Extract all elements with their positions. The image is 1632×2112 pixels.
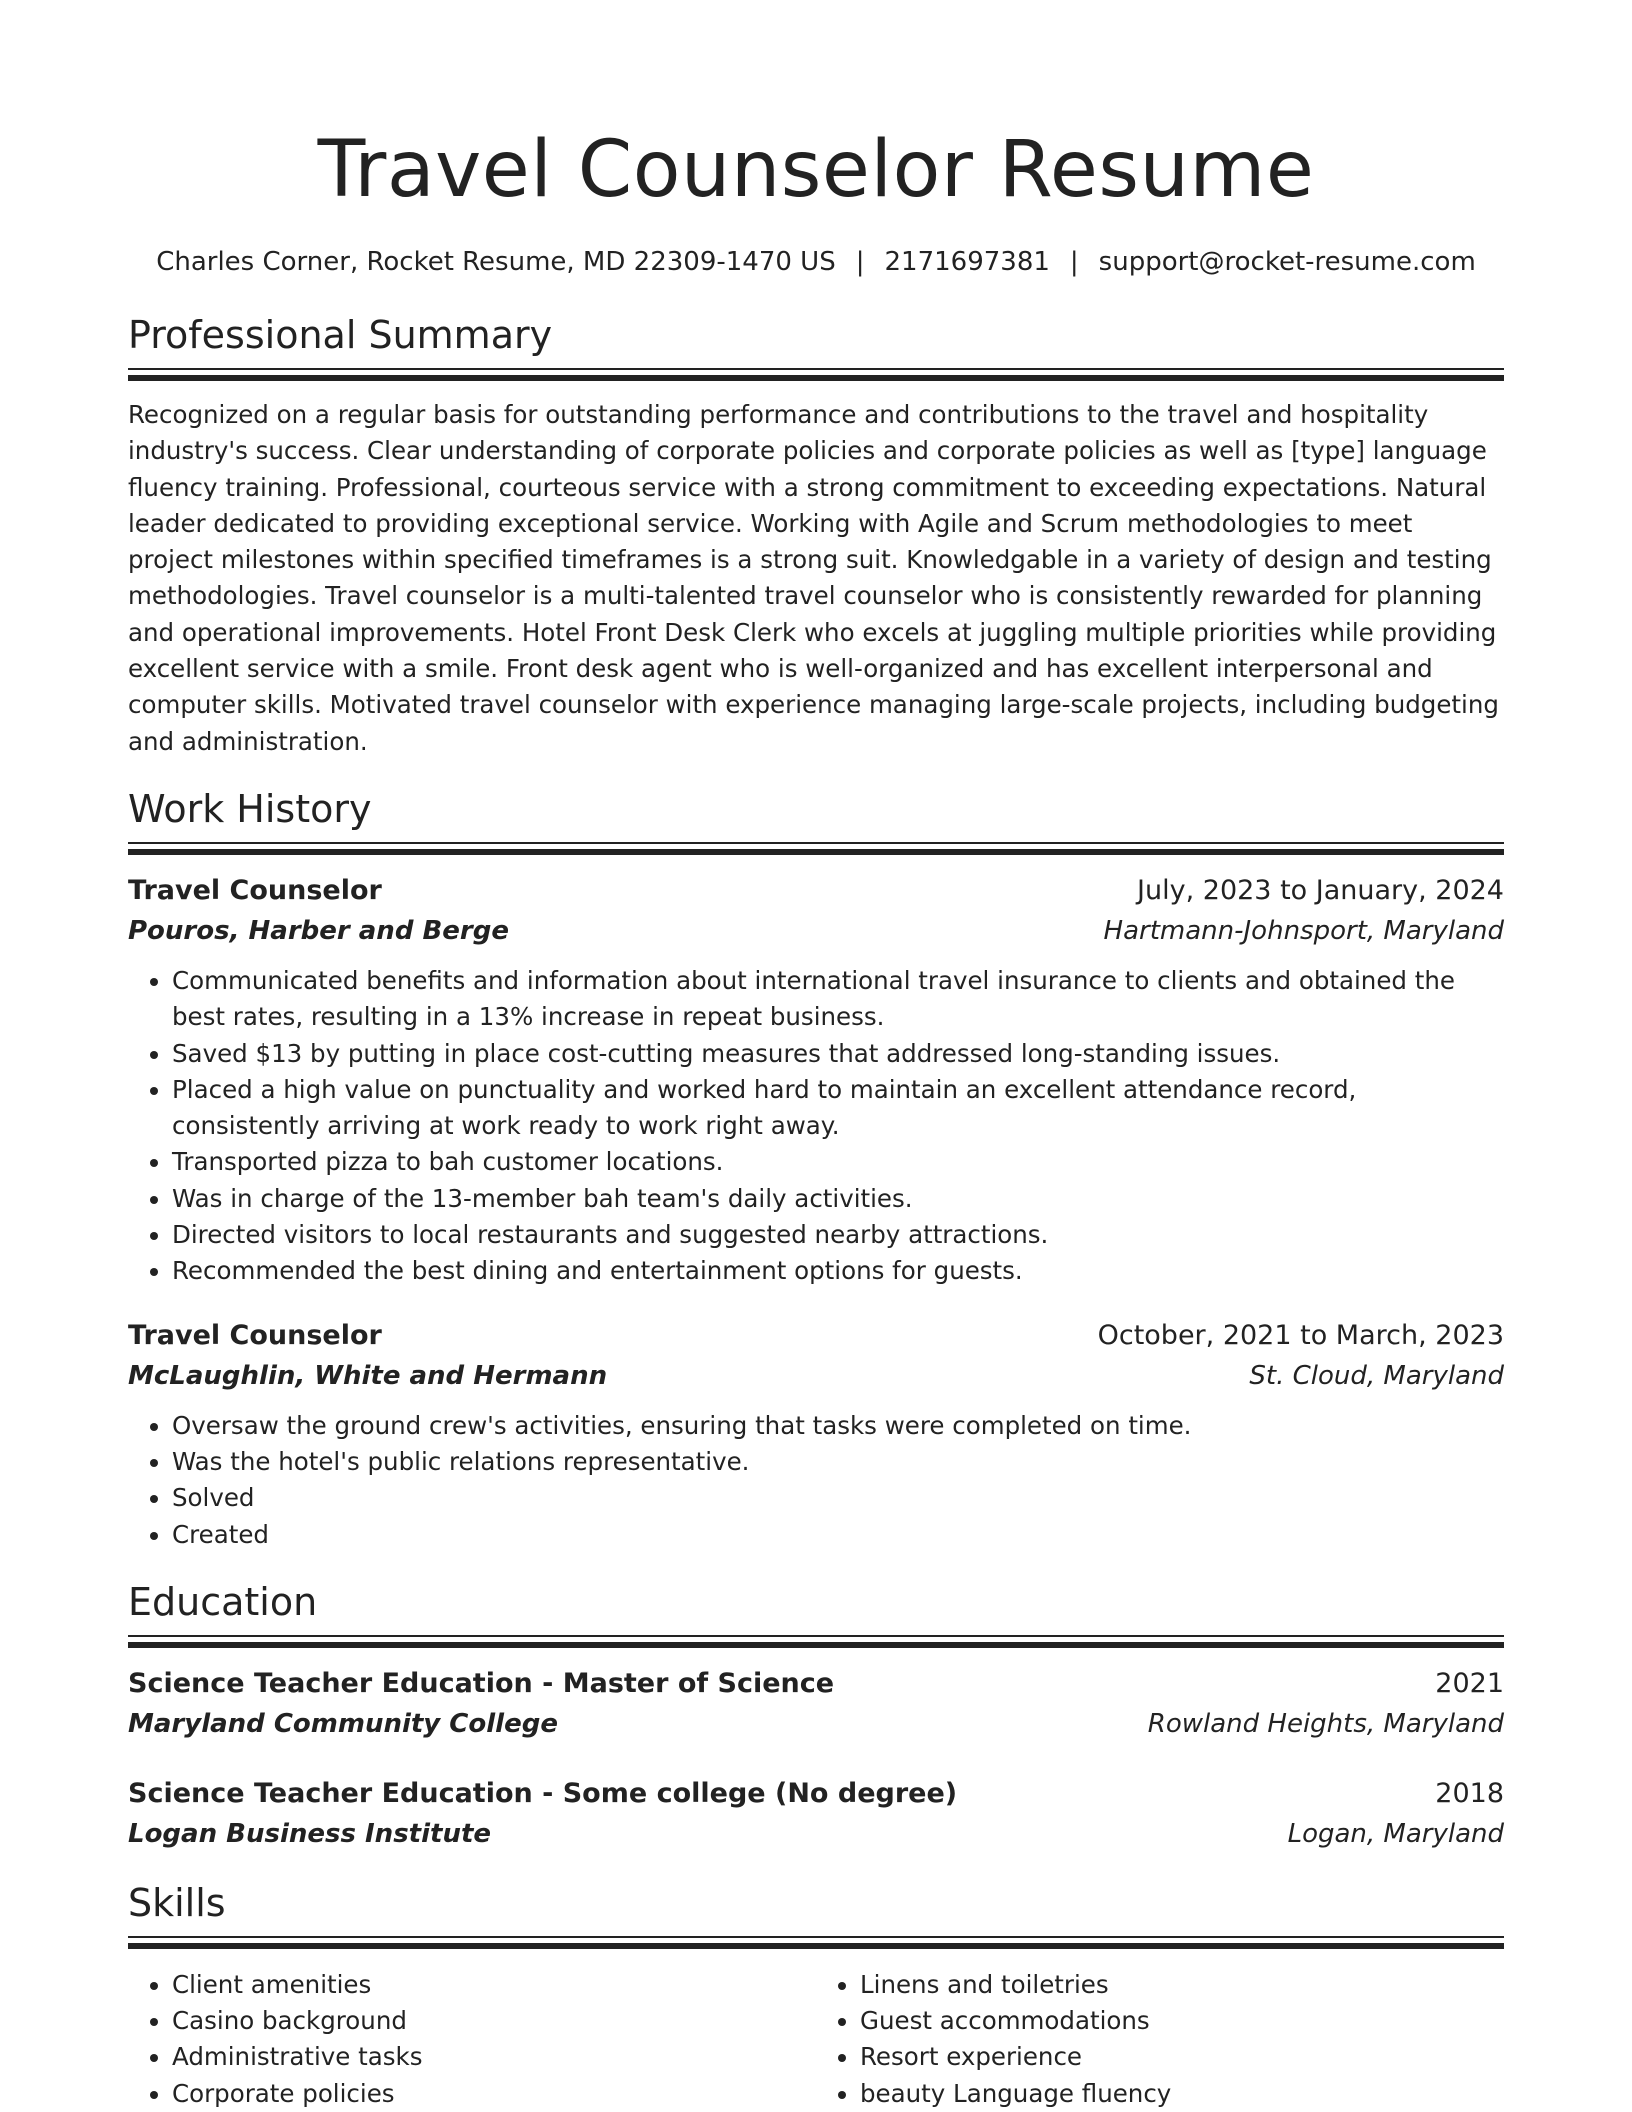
- education-degree: Science Teacher Education - Some college (No degree): [128, 1777, 958, 1809]
- work-section: [128, 784, 1504, 1553]
- job-title: Travel Counselor: [128, 1319, 382, 1351]
- section-rule: [128, 368, 1504, 370]
- skills-column-right: [816, 1967, 1504, 2112]
- skill-item: • Resort experience: [860, 2039, 1504, 2075]
- section-rule: [128, 849, 1504, 855]
- section-rule: [128, 1936, 1504, 1938]
- job-bullet: • Saved $13 by putting in place cost-cutting measures that addressed long-standing issues.: [172, 1036, 1504, 1072]
- job-title: Travel Counselor: [128, 874, 382, 906]
- education-location: Rowland Heights, Maryland: [1147, 1708, 1504, 1739]
- education-degree: Science Teacher Education - Master of Science: [128, 1667, 835, 1699]
- job-bullets: [128, 963, 1504, 1290]
- section-rule: [128, 1943, 1504, 1949]
- contact-email: support@rocket-resume.com: [1098, 247, 1476, 277]
- job-bullet: • Placed a high value on punctuality and worked hard to maintain an excellent attendance record, consistently arriving at work ready to work right away.: [172, 1072, 1504, 1145]
- job-dates: July, 2023 to January, 2024: [1137, 874, 1504, 906]
- job-bullets: [128, 1408, 1504, 1553]
- job-bullet: • Transported pizza to bah customer locations.: [172, 1144, 1504, 1180]
- job-bullet: • Directed visitors to local restaurants and suggested nearby attractions.: [172, 1217, 1504, 1253]
- section-rule: [128, 842, 1504, 844]
- job-entry: [128, 871, 1504, 1290]
- skills-grid: [128, 1967, 1504, 2112]
- education-school: Maryland Community College: [128, 1708, 558, 1739]
- section-rule: [128, 1635, 1504, 1637]
- job-location: St. Cloud, Maryland: [1249, 1360, 1504, 1391]
- skills-column-left: [128, 1967, 816, 2112]
- education-entry: [128, 1664, 1504, 1744]
- education-year: 2018: [1435, 1777, 1504, 1809]
- skill-item: • beauty Language fluency: [860, 2076, 1504, 2112]
- contact-line: [128, 244, 1504, 280]
- skill-item: • Linens and toiletries: [860, 1967, 1504, 2003]
- job-bullet: • Created: [172, 1517, 1504, 1553]
- contact-separator: |: [855, 247, 865, 277]
- education-entry: [128, 1774, 1504, 1854]
- resume-title: Travel Counselor Resume: [317, 125, 1315, 215]
- section-heading-skills: Skills: [128, 1880, 226, 1925]
- education-school: Logan Business Institute: [128, 1818, 492, 1849]
- education-section: [128, 1577, 1504, 1854]
- job-bullet: • Solved: [172, 1480, 1504, 1516]
- skill-item: • Corporate policies: [172, 2076, 816, 2112]
- section-heading-summary: Professional Summary: [128, 313, 553, 357]
- section-rule: [128, 375, 1504, 381]
- job-bullet: • Communicated benefits and information about international travel insurance to clients and obtained the best rates, resulting in a 13% increase in repeat business.: [172, 963, 1504, 1036]
- job-bullet: • Was in charge of the 13-member bah team's daily activities.: [172, 1181, 1504, 1217]
- contact-address: Charles Corner, Rocket Resume, MD 22309-1470 US: [156, 247, 836, 277]
- job-bullet: • Was the hotel's public relations representative.: [172, 1444, 1504, 1480]
- job-company: Pouros, Harber and Berge: [128, 915, 509, 946]
- job-bullet: • Oversaw the ground crew's activities, ensuring that tasks were completed on time.: [172, 1408, 1504, 1444]
- contact-phone: 2171697381: [884, 247, 1050, 277]
- education-location: Logan, Maryland: [1287, 1818, 1504, 1849]
- skill-item: • Administrative tasks: [172, 2039, 816, 2075]
- summary-text: Recognized on a regular basis for outstanding performance and contributions to the travel and hospitality industry's success. Clear understanding of corporate policies and corporate policies as well as [type] language fluency training. Professional, courteous service with a strong commitment to exceeding expectations. Natural leader dedicated to providing exceptional service. Working with Agile and Scrum methodologies to meet project milestones within specified timeframes is a strong suit. Knowledgable in a variety of design and testing methodologies. Travel counselor is a multi-talented travel counselor who is consistently rewarded for planning and operational improvements. Hotel Front Desk Clerk who excels at juggling multiple priorities while providing excellent service with a smile. Front desk agent who is well-organized and has excellent interpersonal and computer skills. Motivated travel counselor with experience managing large-scale projects, including budgeting and administration.: [128, 400, 1499, 756]
- contact-separator: |: [1069, 247, 1079, 277]
- job-entry: [128, 1316, 1504, 1553]
- skill-item: • Client amenities: [172, 1967, 816, 2003]
- section-heading-work: Work History: [128, 786, 372, 831]
- job-company: McLaughlin, White and Hermann: [128, 1360, 608, 1391]
- summary-section: [128, 310, 1504, 760]
- job-location: Hartmann-Johnsport, Maryland: [1103, 915, 1504, 946]
- section-rule: [128, 1642, 1504, 1648]
- job-bullet: • Recommended the best dining and entertainment options for guests.: [172, 1253, 1504, 1289]
- skill-item: • Guest accommodations: [860, 2003, 1504, 2039]
- skills-section: [128, 1878, 1504, 2112]
- section-heading-education: Education: [128, 1579, 318, 1624]
- skill-item: • Casino background: [172, 2003, 816, 2039]
- education-year: 2021: [1435, 1667, 1504, 1699]
- job-dates: October, 2021 to March, 2023: [1097, 1319, 1504, 1351]
